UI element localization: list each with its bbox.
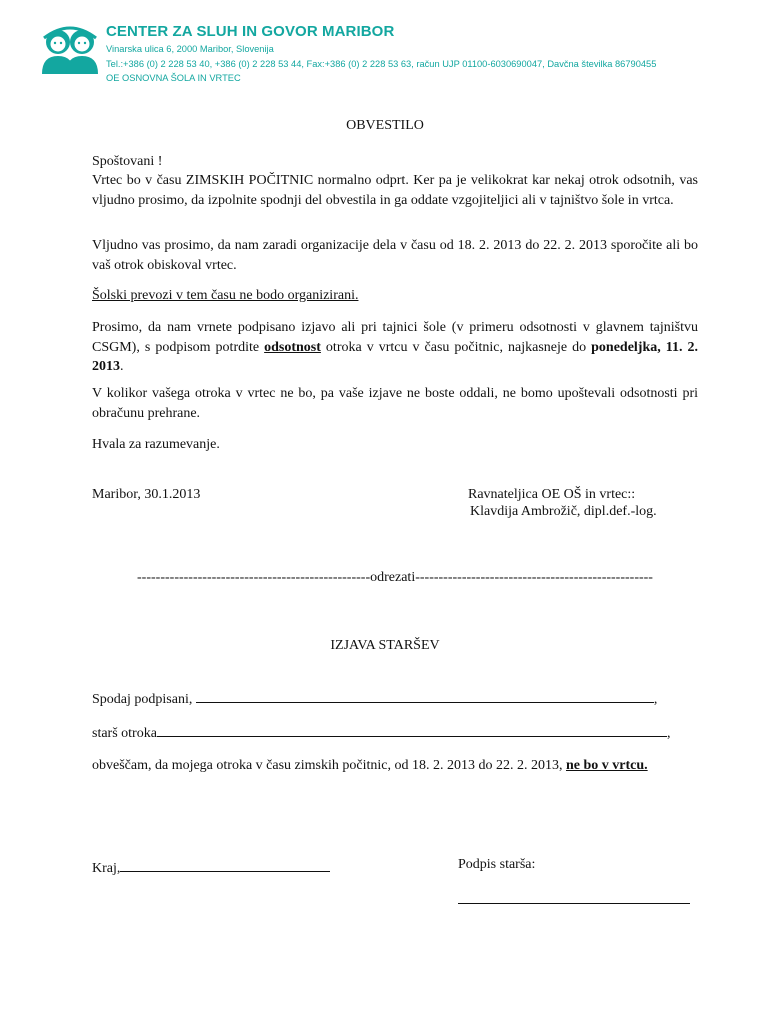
place-date: Maribor, 30.1.2013 (92, 487, 201, 502)
statement-text (92, 756, 692, 776)
signatory-role: Ravnateljica OE OŠ in vrtec:: (468, 487, 636, 502)
signature-label: Podpis starša: (458, 857, 536, 872)
absence-emphasis: odsotnost (264, 339, 321, 355)
para4-text-a: Prosimo, da nam vrnete podpisano izjavo ali pri tajnici šole (v primeru odsotnosti v glavnem tajništvu CSGM), s podpisom potrdite (92, 320, 698, 355)
signature-field[interactable] (458, 903, 690, 904)
deadline-date: ponedeljka, 11. 2. 2013 (92, 339, 698, 374)
comma: , (653, 692, 658, 707)
thanks-text: Hvala za razumevanje. (92, 437, 220, 452)
transport-note: Šolski prevozi v tem času ne bodo organizirani. (92, 288, 359, 303)
signed-row (92, 688, 657, 708)
statement-title: IZJAVA STARŠEV (330, 638, 440, 653)
signatory-name: Klavdija Ambrožič, dipl.def.-log. (470, 504, 657, 519)
two-children-logo-icon (38, 22, 102, 74)
place-label: Kraj, (92, 861, 121, 876)
notice-paragraph-5: V kolikor vašega otroka v vrtec ne bo, pa vaše izjave ne boste oddali, ne bomo upoštevali odsotnosti pri obračunu prehrane. (92, 386, 698, 421)
para4-text-c: otroka v vrtcu v času počitnic, najkasneje do (320, 339, 592, 355)
child-name-field[interactable] (157, 722, 667, 737)
notice-title: OBVESTILO (346, 118, 424, 133)
cut-line: --------------------------------------------------odrezati--------------------------------------------------- (137, 570, 653, 585)
place-row (92, 857, 330, 877)
organization-name: CENTER ZA SLUH IN GOVOR MARIBOR (106, 23, 395, 40)
parent-row (92, 722, 670, 742)
notice-paragraph-3 (92, 286, 698, 306)
notice-paragraph-2: Vljudno vas prosimo, da nam zaradi organizacije dela v času od 18. 2. 2013 do 22. 2. 2013 sporočite ali bo vaš otrok obiskoval vrtec. (92, 238, 698, 273)
para4-text-e: . (120, 359, 124, 374)
statement-text-a: obveščam, da mojega otroka v času zimskih počitnic, od 18. 2. 2013 do 22. 2. 2013, (92, 758, 566, 773)
comma: , (666, 726, 671, 741)
notice-paragraph-1: Vrtec bo v času ZIMSKIH POČITNIC normalno odprt. Ker pa je velikokrat kar nekaj otrok odsotnih, vas vljudno prosimo, da izpolnite spodnji del obvestila in ga oddate vzgojiteljici ali v tajništvo šole in vrtca. (92, 173, 698, 208)
parent-label: starš otroka (92, 726, 157, 741)
organization-unit: OE OSNOVNA ŠOLA IN VRTEC (106, 73, 241, 83)
signed-name-field[interactable] (196, 688, 654, 703)
organization-address: Vinarska ulica 6, 2000 Maribor, Slovenija (106, 44, 274, 54)
signed-label: Spodaj podpisani, (92, 692, 193, 707)
absence-statement: ne bo v vrtcu. (565, 758, 648, 773)
organization-contacts: Tel.:+386 (0) 2 228 53 40, +386 (0) 2 228 53 44, Fax:+386 (0) 2 228 53 63, račun UJP 01100-6030690047, Davčna številka 86790455 (106, 59, 657, 69)
place-field[interactable] (120, 857, 330, 872)
notice-paragraph-4 (92, 318, 698, 377)
greeting: Spoštovani ! (92, 154, 163, 169)
